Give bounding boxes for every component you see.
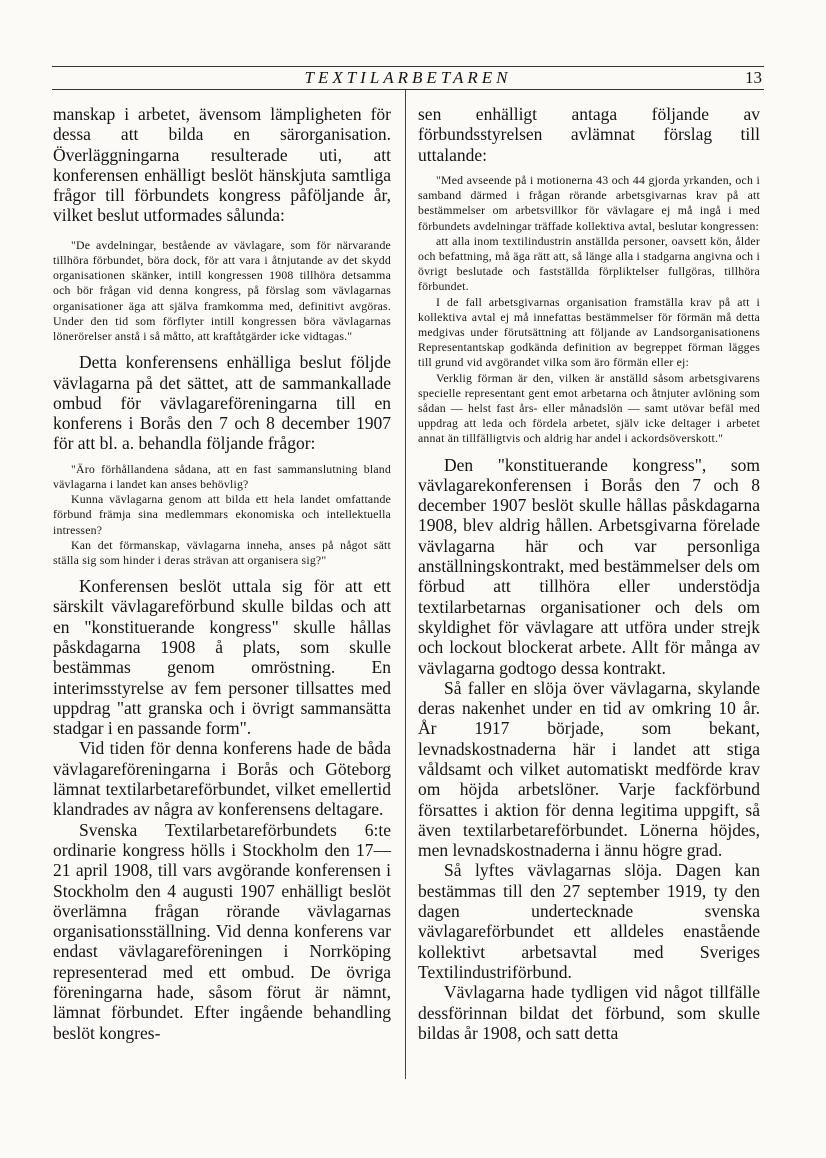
column-divider [405, 89, 406, 1079]
right-paragraph-4: Så lyftes vävlagarnas slöja. Dagen kan bestämmas till den 27 september 1919, ty den dagen undertecknade svenska vävlagareförbundet ett alldeles enastående kollektivt arbetsavtal med Sveriges Textilindustriförbund. [418, 860, 760, 982]
left-paragraph-5: Svenska Textilarbetareförbundets 6:te ordinarie kongress hölls i Stockholm den 17—21 april 1908, till vars avgörande konferensen i Stockholm den 4 augusti 1907 enhälligt beslöt överlämna frågan rörande vävlagarnas organisationsställning. Vid denna konferens var endast vävlagareföreningen i Norrköping representerad med ett ombud. De övriga föreningarna hade, såsom förut är nämnt, lämnat förbundet. Efter ingående behandling beslöt kongres- [53, 819, 391, 1043]
right-quote-1a: "Med avseende på i motionerna 43 och 44 gjorda yrkanden, och i samband därmed i frågan rörande arbetsgivarnas krav på att bestämmelser om arbetsvillkor för vävlagare ej må ingå i med förbundets avdelningar träffade kollektiva avtal, beslutar kongressen: [418, 172, 760, 233]
left-quote-2a: "Äro förhållandena sådana, att en fast sammanslutning bland vävlagarna i landet kan anses behövlig? [53, 461, 391, 491]
left-paragraph-4: Vid tiden för denna konferens hade de båda vävlagareföreningarna i Borås och Göteborg lämnat textilarbetareförbundet, vilket emellertid klandrades av några av konferensens deltagare. [53, 738, 391, 820]
header-bottom-rule [52, 89, 764, 90]
left-quote-2c: Kan det förmanskap, vävlagarna inneha, anses på något sätt ställa sig som hinder i deras strävan att organisera sig?" [53, 537, 391, 567]
right-paragraph-2: Den "konstituerande kongress", som vävlagarekonferensen i Borås den 7 och 8 december 1907 beslöt skulle hållas påskdagarna 1908, blev aldrig hållen. Arbetsgivarna förelade vävlagarna här och var personliga anställningskontrakt, med bestämmelser dels om förbud att tillhöra eller understödja textilarbetarnas organisationer och dels om skyldighet för vävlagare att utföra under strejk och lockout blockerat arbete. Allt för många av vävlagarna godtogo dessa kontrakt. [418, 454, 760, 678]
right-quote-1b: att alla inom textilindustrin anställda personer, oavsett kön, ålder och befattning, må äga rätt att, så länge alla i stadgarna angivna och i övrigt beslutade och fastställda förpliktelser fullgöras, tillhöra förbundet. [418, 233, 760, 294]
left-quote-2b: Kunna vävlagarna genom att bilda ett hela landet omfattande förbund främja sina medlemmars ekonomiska och intellektuella intressen? [53, 492, 391, 537]
left-paragraph-1: manskap i arbetet, ävensom lämpligheten för dessa att bilda en särorganisation. Överläggningarna resulterade uti, att konferensen enhälligt beslöt hänskjuta samtliga frågor till förbundets kongress påföljande år, vilket beslut utformades sålunda: [53, 104, 391, 226]
right-paragraph-5: Vävlagarna hade tydligen vid något tillfälle dessförinnan bildat det förbund, som skulle bildas år 1908, och satt detta [418, 982, 760, 1043]
running-header-title: TEXTILARBETAREN [304, 68, 512, 87]
right-paragraph-1: sen enhälligt antaga följande av förbundsstyrelsen avlämnat förslag till uttalande: [418, 104, 760, 165]
right-quote-1d: Verklig förman är den, vilken är anställd såsom arbetsgivarens specielle representant gent emot arbetarna och åtnjuter avlöning som sådan — helst fast års- eller månadslön — samt utövar befäl med uppdrag att leda och fördela arbetet, själv icke deltager i arbetet annat än tillfälligtvis och aldrig har andel i ackordsöverskott." [418, 370, 760, 446]
right-column [418, 104, 760, 1043]
left-paragraph-2: Detta konferensens enhälliga beslut följde vävlagarna på det sättet, att de sammankallade ombud för vävlagareföreningarna till en konferens i Borås den 7 och 8 december 1907 för att bl. a. behandla följande frågor: [53, 352, 391, 454]
left-quote-1: "De avdelningar, bestående av vävlagare, som för närvarande tillhöra förbundet, böra dock, för att vara i åtnjutande av det skydd organisationen skänker, intill kongressen 1908 tillhöra detsamma och bör frågan vid denna kongress, på förslag som vävlagarnas organisationer äga att själva framkomma med, definitivt avgöras. Under den tid som förflyter intill kongressen böra vävlagarnas lönerörelser anstå i så måtto, att kraftåtgärder icke vidtagas." [53, 237, 391, 343]
page-number: 13 [745, 68, 762, 87]
right-quote-1c: I de fall arbetsgivarnas organisation framställa krav på att i kollektiva avtal ej må innefattas bestämmelser för förmän må detta medgivas under förutsättning att följande av Landsorganisationens Representantskap godkända definition av begreppet förman lägges till grund vid avgörandet vilka som äro förmän eller ej: [418, 294, 760, 370]
left-paragraph-3: Konferensen beslöt uttala sig för att ett särskilt vävlagareförbund skulle bildas och att en "konstituerande kongress" skulle hållas påskdagarna 1908 å plats, som skulle bestämmas genom omröstning. En interimsstyrelse av fem personer tillsattes med uppdrag "att granska och i övrigt sammansätta stadgar i en passande form". [53, 576, 391, 739]
right-paragraph-3: Så faller en slöja över vävlagarna, skylande deras nakenhet under en tid av omkring 10 år. År 1917 började, som bekant, levnadskostnaderna här i landet att stiga våldsamt och vilket automatiskt medförde krav om höjda arbetslöner. Varje fackförbund försattes i aktion för denna legitima uppgift, så även textilarbetareförbundet. Lönerna höjdes, men levnadskostnaderna i ännu högre grad. [418, 677, 760, 861]
left-column [53, 104, 391, 1043]
